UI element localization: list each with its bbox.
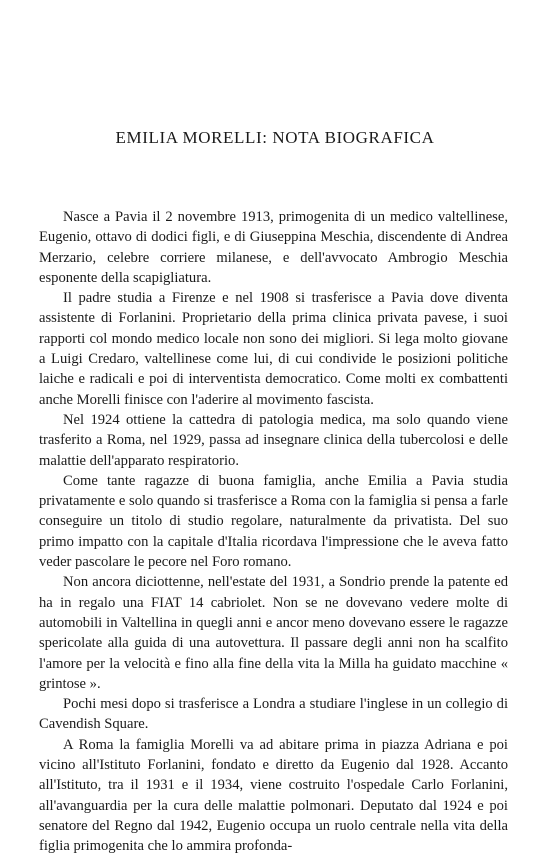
body-text xyxy=(39,207,508,857)
paragraph-1: Nasce a Pavia il 2 novembre 1913, primogenita di un medico valtellinese, Eugenio, ottavo di dodici figli, e di Giuseppina Meschia, discendente di Andrea Merzario, celebre corriere milanese, e dell'avvocato Ambrogio Meschia esponente della scapigliatura. xyxy=(39,209,508,286)
paragraph-7: A Roma la famiglia Morelli va ad abitare prima in piazza Adriana e poi vicino all'Istituto Forlanini, fondato e diretto da Eugenio dal 1928. Accanto all'Istituto, tra il 1931 e il 1934, viene costruito l'ospedale Carlo Forlanini, all'avanguardia per la cura delle malattie polmonari. Deputato dal 1924 e poi senatore del Regno dal 1942, Eugenio occupa un ruolo centrale nella vita della figlia primogenita che lo ammira profonda- xyxy=(39,736,508,855)
paragraph-5: Non ancora diciottenne, nell'estate del 1931, a Sondrio prende la patente ed ha in regalo una FIAT 14 cabriolet. Non se ne dovevano vedere molte di automobili in Valtellina in quegli anni e ancor meno dovevano essere le ragazze spericolate alla guida di una autovettura. Il passare degli anni non ha scalfito l'amore per la velocità e fino alla fine della vita la Milla ha guidato macchine « grintose ». xyxy=(39,574,508,692)
page-title: EMILIA MORELLI: NOTA BIOGRAFICA xyxy=(115,128,435,147)
paragraph-4: Come tante ragazze di buona famiglia, anche Emilia a Pavia studia privatamente e solo quando si trasferisce a Roma con la famiglia si pensa a farle conseguire un titolo di studio regolare, naturalmente da privatista. Del suo primo impatto con la capitale d'Italia ricordava l'impressione che le aveva fatto veder pascolare le pecore nel Foro romano. xyxy=(39,472,508,571)
paragraph-6: Pochi mesi dopo si trasferisce a Londra a studiare l'inglese in un collegio di Cavendish Square. xyxy=(39,696,508,733)
paragraph-3: Nel 1924 ottiene la cattedra di patologia medica, ma solo quando viene trasferito a Roma, nel 1929, passa ad insegnare clinica della tubercolosi e delle malattie dell'apparato respiratorio. xyxy=(39,411,508,469)
paragraph-2: Il padre studia a Firenze e nel 1908 si trasferisce a Pavia dove diventa assistente di Forlanini. Proprietario della prima clinica privata pavese, i suoi rapporti col mondo medico locale non sono dei migliori. Si lega molto giovane a Luigi Credaro, valtellinese come lui, di cui condivide le posizioni politiche laiche e radicali e poi di interventista democratico. Come molti ex combattenti anche Morelli finisce con l'aderire al movimento fascista. xyxy=(39,290,508,408)
